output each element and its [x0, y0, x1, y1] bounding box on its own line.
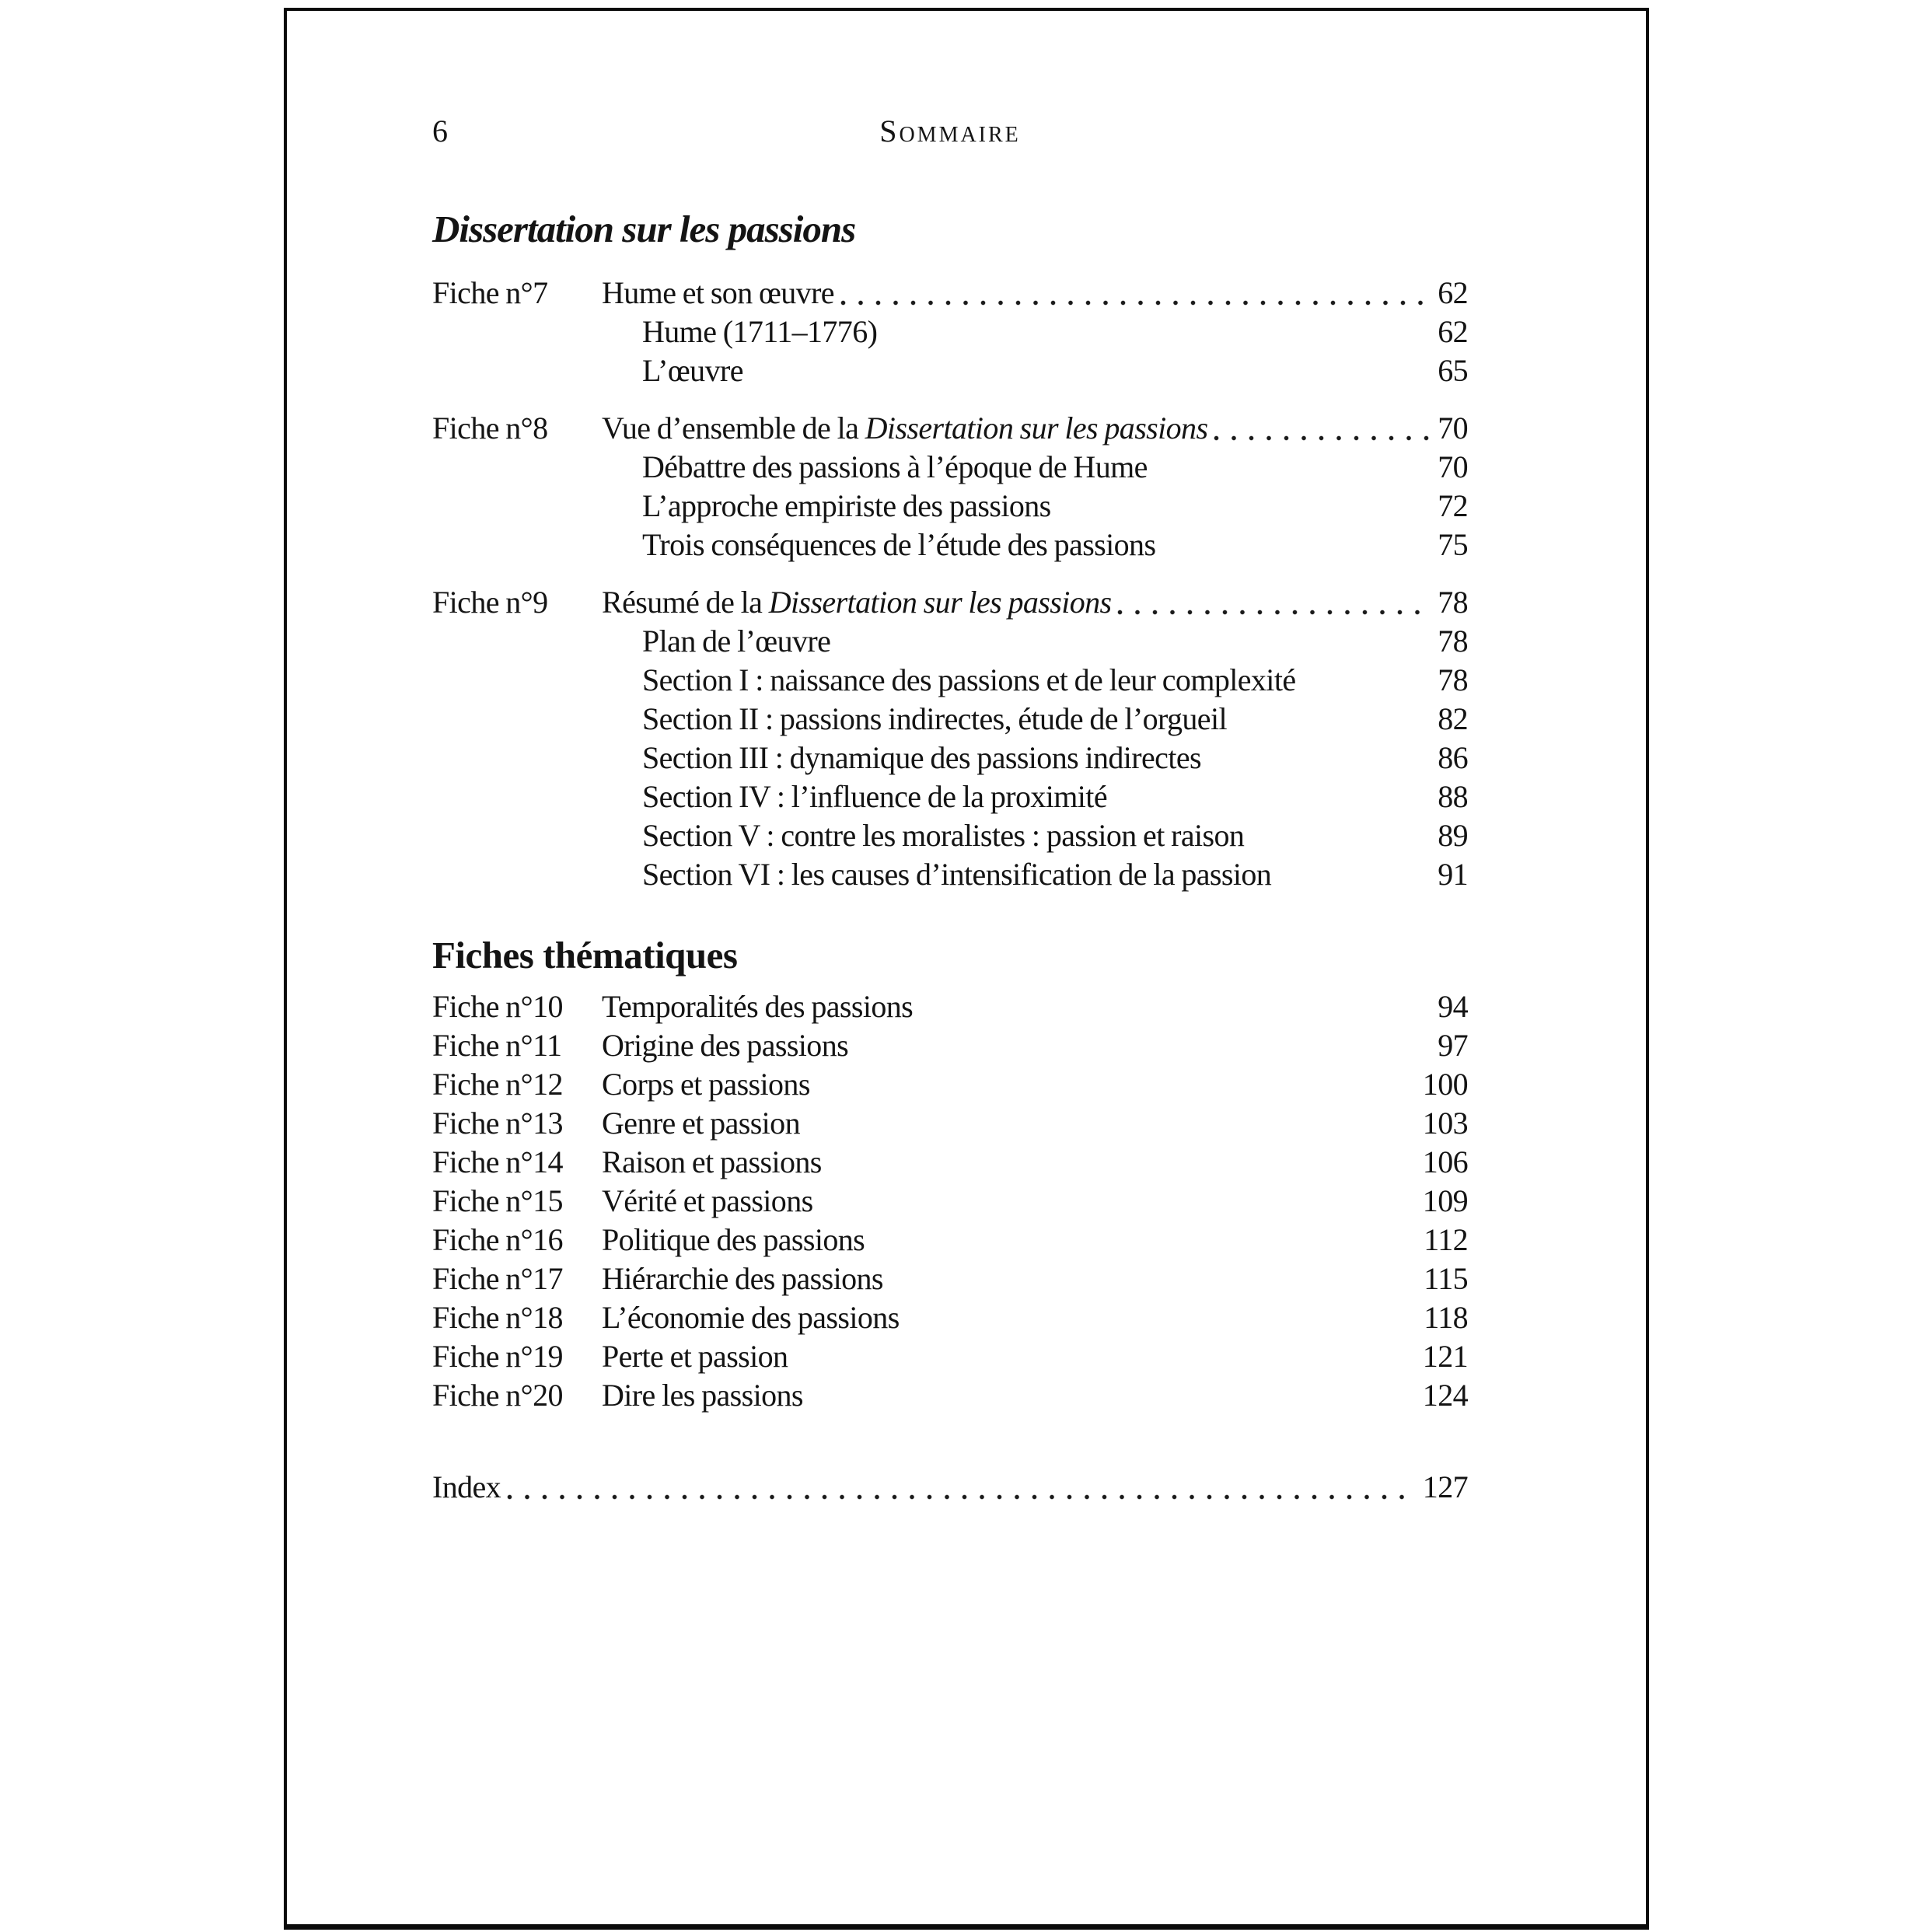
entry-line: [602, 777, 1468, 816]
entry-line: [602, 739, 1468, 777]
toc-entry: [432, 987, 1468, 1026]
entry-page: 106: [1422, 1144, 1468, 1179]
entry-line: [602, 1143, 1468, 1182]
toc-entry: [432, 1337, 1468, 1376]
entry-label: Fiche n°20: [432, 1378, 563, 1413]
entry-line: [602, 1298, 1468, 1337]
entry-title-roman: Vue d’ensemble de la: [602, 411, 865, 445]
entry-title: Hiérarchie des passions: [602, 1261, 883, 1296]
toc-entry: [432, 583, 1468, 622]
subentry-title: Débattre des passions à l’époque de Hume: [642, 449, 1148, 484]
index-label: Index: [432, 1469, 501, 1504]
page-header: [432, 112, 1468, 151]
subentry-title: Section VI : les causes d’intensification de la passion: [642, 857, 1272, 892]
entry-label: Fiche n°11: [432, 1028, 562, 1063]
toc-subentry: [432, 700, 1468, 739]
entry-line: [602, 816, 1468, 855]
index-page: 127: [1422, 1469, 1468, 1504]
toc-subentry: [432, 777, 1468, 816]
entry-title: [602, 409, 1207, 448]
subentry-title: Section II : passions indirectes, étude de l’orgueil: [642, 701, 1227, 736]
entry-title-italic: Dissertation sur les passions: [768, 585, 1112, 620]
entry-title: [602, 583, 1111, 622]
entry-title: Corps et passions: [602, 1067, 810, 1102]
entry-label: Fiche n°9: [432, 585, 548, 620]
toc-entry: [432, 1259, 1468, 1298]
entry-line: [602, 661, 1468, 700]
entry-line: [602, 351, 1468, 390]
toc-part-1: [432, 274, 1468, 894]
entry-title: Politique des passions: [602, 1222, 865, 1257]
toc-entry: [432, 1026, 1468, 1065]
toc-subentry: [432, 448, 1468, 487]
subentry-page: 65: [1438, 353, 1468, 388]
entry-line: [432, 1468, 1468, 1507]
subentry-page: 78: [1438, 662, 1468, 697]
entry-line: [602, 448, 1468, 487]
toc-entry: [432, 1143, 1468, 1182]
entry-line: [602, 1376, 1468, 1415]
entry-line: [602, 313, 1468, 351]
toc-subentry: [432, 661, 1468, 700]
entry-page: 124: [1422, 1378, 1468, 1413]
entry-title-italic: Dissertation sur les passions: [865, 411, 1208, 445]
entry-line: [602, 1259, 1468, 1298]
subentry-page: 75: [1438, 527, 1468, 562]
entry-page: 94: [1438, 989, 1468, 1024]
entry-line: [602, 274, 1468, 313]
entry-line: [602, 1182, 1468, 1221]
subentry-page: 70: [1438, 449, 1468, 484]
toc-subentry: [432, 855, 1468, 894]
section-heading-fiches-thematiques: Fiches thématiques: [432, 934, 738, 976]
dot-leader: [840, 300, 1431, 306]
toc-index: [432, 1468, 1468, 1507]
entry-title-roman: Hume et son œuvre: [602, 275, 834, 310]
toc-entry: [432, 1298, 1468, 1337]
entry-page: 100: [1422, 1067, 1468, 1102]
section-heading-dissertation: Dissertation sur les passions: [432, 208, 856, 250]
subentry-page: 72: [1438, 488, 1468, 523]
subentry-title: Trois conséquences de l’étude des passions: [642, 527, 1156, 562]
toc-entry: [432, 1376, 1468, 1415]
entry-label: Fiche n°18: [432, 1300, 563, 1335]
entry-page: 118: [1424, 1300, 1468, 1335]
toc-subentry: [432, 351, 1468, 390]
subentry-title: L’œuvre: [642, 353, 743, 388]
entry-page: 103: [1422, 1106, 1468, 1141]
entry-line: [602, 1065, 1468, 1104]
page-content: [287, 11, 1646, 1924]
subentry-page: 82: [1438, 701, 1468, 736]
entry-page: 62: [1438, 275, 1468, 310]
entry-label: Fiche n°17: [432, 1261, 563, 1296]
entry-page: 109: [1422, 1183, 1468, 1218]
entry-label: Fiche n°19: [432, 1339, 563, 1374]
running-title: Sommaire: [879, 114, 1021, 148]
subentry-title: Section III : dynamique des passions indirectes: [642, 740, 1201, 775]
entry-label: Fiche n°10: [432, 989, 563, 1024]
book-page: [284, 8, 1649, 1930]
entry-title: [602, 274, 834, 313]
toc-subentry: [432, 816, 1468, 855]
toc-entry: [432, 1221, 1468, 1259]
entry-label: Fiche n°15: [432, 1183, 563, 1218]
subentry-page: 88: [1438, 779, 1468, 814]
dot-leader: [1117, 610, 1431, 615]
entry-page: 121: [1422, 1339, 1468, 1374]
entry-page: 115: [1424, 1261, 1468, 1296]
dot-leader: [507, 1494, 1417, 1500]
entry-line: [602, 1221, 1468, 1259]
toc-entry: [432, 1065, 1468, 1104]
entry-line: [602, 1104, 1468, 1143]
subentry-title: Plan de l’œuvre: [642, 624, 831, 659]
toc-entry: [432, 1182, 1468, 1221]
toc-entry: [432, 1468, 1468, 1507]
entry-label: Fiche n°14: [432, 1144, 563, 1179]
subentry-page: 78: [1438, 624, 1468, 659]
entry-title-roman: Résumé de la: [602, 585, 769, 620]
entry-title: Origine des passions: [602, 1028, 849, 1063]
subentry-title: Section IV : l’influence de la proximité: [642, 779, 1107, 814]
toc-subentry: [432, 313, 1468, 351]
entry-line: [602, 583, 1468, 622]
toc-subentry: [432, 622, 1468, 661]
toc-subentry: [432, 739, 1468, 777]
entry-page: 97: [1438, 1028, 1468, 1063]
subentry-page: 62: [1438, 314, 1468, 349]
entry-title: Perte et passion: [602, 1339, 788, 1374]
entry-label: Fiche n°12: [432, 1067, 563, 1102]
entry-line: [602, 855, 1468, 894]
subentry-title: Section I : naissance des passions et de leur complexité: [642, 662, 1296, 697]
toc-entry: [432, 1104, 1468, 1143]
entry-line: [602, 1337, 1468, 1376]
entry-label: Fiche n°7: [432, 275, 548, 310]
entry-line: [602, 409, 1468, 448]
toc-entry: [432, 274, 1468, 313]
entry-label: Fiche n°13: [432, 1106, 563, 1141]
entry-title: Dire les passions: [602, 1378, 803, 1413]
entry-line: [602, 1026, 1468, 1065]
entry-line: [602, 987, 1468, 1026]
toc-block-fiche-8: [432, 409, 1468, 564]
entry-line: [602, 622, 1468, 661]
entry-line: [602, 526, 1468, 564]
toc-entry: [432, 409, 1468, 448]
entry-title: Genre et passion: [602, 1106, 800, 1141]
entry-label: Fiche n°8: [432, 411, 548, 445]
toc-block-fiche-7: [432, 274, 1468, 390]
entry-label: Fiche n°16: [432, 1222, 563, 1257]
subentry-page: 89: [1438, 818, 1468, 853]
entry-page: 78: [1438, 585, 1468, 620]
subentry-title: Section V : contre les moralistes : passion et raison: [642, 818, 1245, 853]
entry-line: [602, 700, 1468, 739]
toc-subentry: [432, 487, 1468, 526]
entry-page: 70: [1438, 411, 1468, 445]
subentry-page: 91: [1438, 857, 1468, 892]
subentry-title: L’approche empiriste des passions: [642, 488, 1051, 523]
dot-leader: [1214, 435, 1431, 441]
entry-title: Raison et passions: [602, 1144, 822, 1179]
entry-title: Temporalités des passions: [602, 989, 914, 1024]
toc-subentry: [432, 526, 1468, 564]
entry-page: 112: [1424, 1222, 1468, 1257]
toc-block-fiche-9: [432, 583, 1468, 894]
entry-title: Vérité et passions: [602, 1183, 813, 1218]
subentry-title: Hume (1711–1776): [642, 314, 878, 349]
toc-part-2: [432, 987, 1468, 1415]
subentry-page: 86: [1438, 740, 1468, 775]
entry-title: L’économie des passions: [602, 1300, 900, 1335]
entry-line: [602, 487, 1468, 526]
folio-number: 6: [432, 114, 448, 148]
